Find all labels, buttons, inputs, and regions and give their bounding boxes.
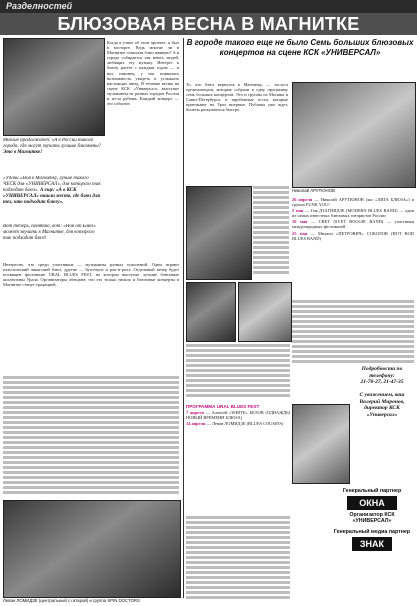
photo-group-right (292, 82, 416, 188)
quote-2 (3, 176, 103, 220)
headline: БЛЮЗОВАЯ ВЕСНА В МАГНИТКЕ (0, 13, 417, 35)
sponsor-1-logo: ОКНА (347, 496, 397, 510)
quote-2-text: «Удачи «Ноя в Магнитку, лучше такого ЧЕСК для «УНИВЕРСАЛ», для которого так подходит блюз». (3, 176, 101, 193)
article-col-bottom: Интересно, что среди участников — музыканты разных поколений. Одни играют классический чикагский блюз, другие — буги-вуги и рок-н-ролл. Отдельный вечер будет посвящен фестивалю URAL BLUES FEST, на котором выступят лучшие блюзовые коллективы Урала. Организаторы обещают, что это только начало и блюзовые концерты в Магнитке станут традицией. (3, 262, 179, 288)
article-right-lines (292, 300, 414, 364)
quote-3 (3, 224, 103, 250)
intro-highlight: В городе такого еще не было Семь больших блюзовых концертов на сцене КСК «УНИВЕРСАЛ» (186, 38, 414, 57)
quote-1 (3, 138, 103, 174)
schedule-6-date: 14 апреля (186, 421, 206, 427)
schedule-5-date: 7 апреля (186, 410, 204, 416)
info-box (350, 366, 414, 386)
photo-musician-right-bottom (292, 404, 350, 484)
schedule-1-text: Николай АРУТЮНОВ (экс «ЛИГА БЛЮЗА») и группа FUNK YOU! (292, 197, 414, 208)
director-note: С уважением, ваш Валерий Миронов, директор КСК «Универсал» (359, 392, 405, 418)
article-col-mid: То, что блюз вернулся в Магнитку, — заслуга организаторов, которые собрали в одну программу семь больших концертов. Это и группы из Москвы и Санкт-Петербурга, и зарубежные гости, которые приезжают на Урал впервые. Публика уже ждет, билеты раскупаются быстро. (186, 82, 288, 113)
article-col-center-lines (253, 186, 289, 278)
caption-band-bottom-left: Леван ЛОМИДЗЕ (центральный с гитарой) и группа SPIN DOCTORS (3, 598, 140, 603)
schedule-title: ПРОГРАММА URAL BLUES FEST (186, 404, 260, 409)
photo-musician-mid-1 (186, 282, 236, 342)
article-center-lines (186, 344, 290, 400)
sponsor-2-role: Организатор КСК «УНИВЕРСАЛ» (349, 512, 395, 525)
article-bottom-lines-left (3, 376, 179, 496)
quote-1-text: Многие продолжают: «А в России такого города, где могут звучать лучшие блюзмены? (3, 138, 102, 149)
schedule-4-text: Михаил «ПЕТРОВИЧ» СОКОЛОВ (HOT ROD BLUES BAND) (292, 230, 414, 241)
sponsor-1-role: Генеральный партнер (342, 488, 402, 494)
info-box-title: Подробности по телефону: (361, 366, 403, 379)
photo-musician-left (3, 38, 105, 136)
schedule-2-date: 5 мая (292, 208, 304, 214)
column-divider (183, 38, 184, 598)
caption-group-right: Николай АРУТЮНОВ (292, 188, 335, 193)
schedule-bottom-lines (186, 516, 290, 602)
sponsor-block (330, 488, 414, 604)
schedule-1-date: 26 апреля (292, 197, 313, 202)
schedule-3-date: 10 мая (292, 219, 308, 225)
sponsor-3-logo: ЗНАК (352, 537, 392, 551)
quote-2-answer: А еще: «А в КСК «УНИВЕРСАЛ» нашли место, где блюз для тех, кто подходит блюзу». (3, 188, 101, 205)
quote-3-text: Вот теперь, понятно, вот: «Ноя от Блюз» может звучать в Магнитке, для которого так подходит блюз! (3, 224, 96, 241)
schedule-bottom: ПРОГРАММА URAL BLUES FEST 7 апреля — Алексей «WHITE» БЕЛОВ (ОДНАЖДЫ НОВЫЙ ВРЕМЕНИ БЛЮЗА) 14 апреля — Леван ЛОМИДЗЕ (BLUES COUSINS) (186, 404, 290, 427)
photo-band-bottom-left (3, 500, 181, 598)
article-col-top: Когда я узнал об этом проекте, я был в восторге. Ведь многие ли в Магнитке слышали блюз вживую? А в городе собирается так много людей, любящих эту музыку. Интерес к блюзу растет с каждым годом — и вот, наконец, у нас появилась возможность увидеть и услышать настоящих звезд. В течение весны на сцене КСК «Универсал» выступят музыканты из разных городов России и из-за рубежа. Каждый концерт — это событие. (107, 40, 179, 107)
schedule-2-text: Гия ДЗАГНИДЗЕ (MODERN BLUES BAND) — один из самых известных блюзовых гитаристов России (292, 208, 414, 219)
info-box-phone: 21-70-27, 21-47-35 (360, 379, 404, 386)
schedule-3-text: СВЕТ (SVET BOOGIE BAND) — участники международных фестивалей (292, 219, 414, 230)
rubric-bar (0, 0, 417, 13)
quote-1-answer: Это в Магнитке! (3, 150, 43, 155)
schedule-4-date: 25 мая (292, 230, 308, 236)
schedule-5-text: Алексей «WHITE» БЕЛОВ (ОДНАЖДЫ НОВЫЙ ВРЕМЕНИ БЛЮЗА) (186, 410, 290, 421)
photo-guitarist-center (186, 186, 252, 280)
schedule-block: 26 апреля — Николай АРУТЮНОВ (экс «ЛИГА БЛЮЗА») и группа FUNK YOU! 5 мая — Гия ДЗАГНИДЗЕ (MODERN BLUES BAND) — один из самых известных блюзовых гитаристов России 10 мая — СВЕТ (SVET BOOGIE BAND) — участники международных фестивалей 25 мая — Михаил «ПЕТРОВИЧ» СОКОЛОВ (HOT ROD BLUES BAND) (292, 197, 414, 241)
photo-musician-mid-2 (238, 282, 292, 342)
schedule-6-text: Леван ЛОМИДЗЕ (BLUES COUSINS) (211, 421, 284, 427)
sponsor-3-role: Генеральный медиа партнер (333, 528, 411, 535)
rubric-label: Разделностей (6, 1, 73, 11)
